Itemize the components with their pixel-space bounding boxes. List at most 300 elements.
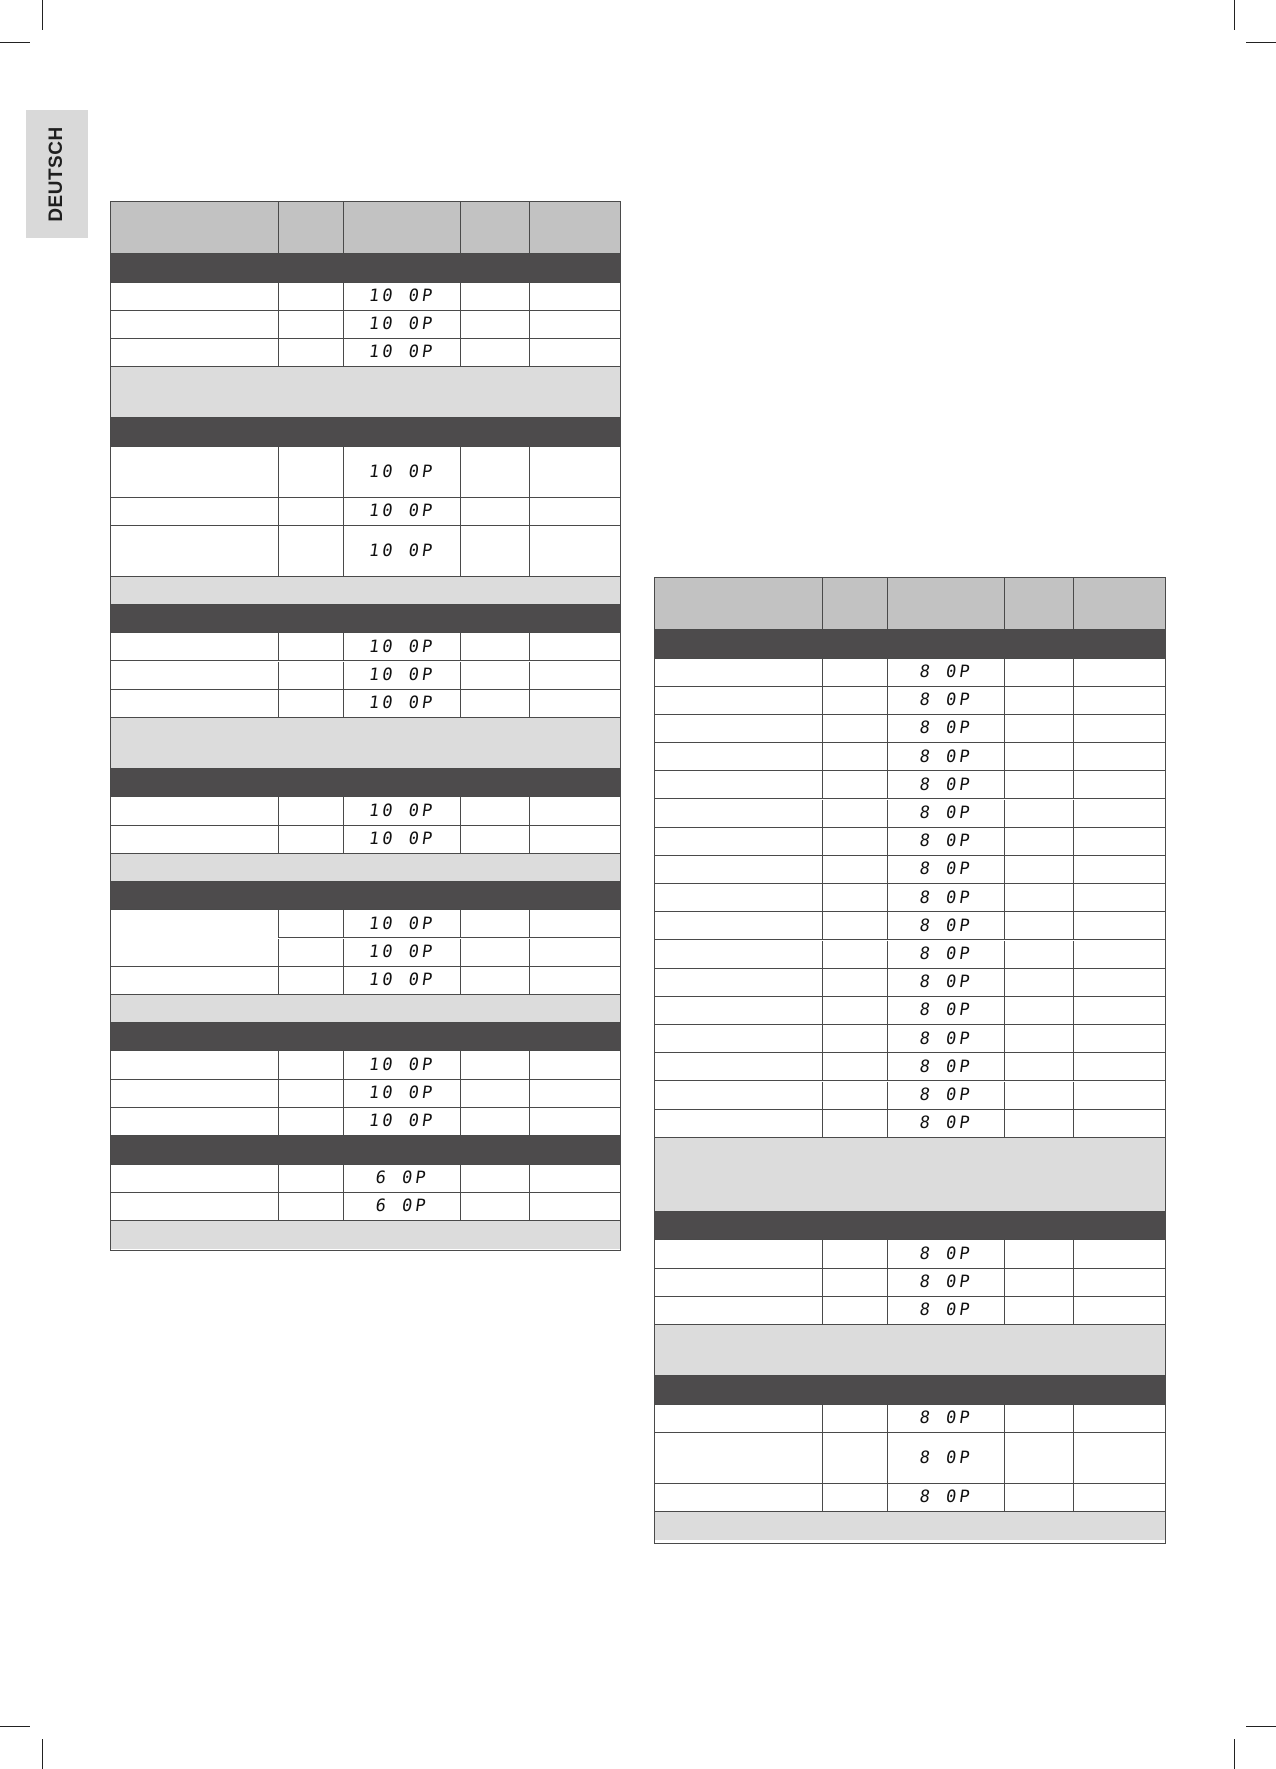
table-cell (1005, 1269, 1074, 1296)
table-cell (530, 526, 622, 576)
table-cell (823, 1484, 888, 1511)
crop-mark (1234, 0, 1235, 30)
display-readout: 8 0P (918, 1056, 974, 1077)
table-cell (1074, 969, 1167, 996)
table-cell (655, 1053, 823, 1080)
table-cell (279, 662, 344, 689)
table-cell (111, 202, 279, 253)
table-row (111, 826, 620, 854)
table-cell (1005, 941, 1074, 968)
table-cell (344, 526, 461, 576)
category-header-row (111, 605, 620, 634)
display-readout: 10 0P (367, 501, 437, 522)
table-cell (823, 997, 888, 1024)
table-cell (279, 339, 344, 366)
table-cell (279, 690, 344, 717)
table-row (111, 1108, 620, 1136)
table-cell (461, 1051, 530, 1078)
display-readout: 8 0P (918, 662, 974, 683)
table-cell (823, 969, 888, 996)
table-cell (1005, 1082, 1074, 1109)
category-header-row (655, 630, 1165, 659)
table-row (111, 910, 620, 938)
table-row (111, 1193, 620, 1221)
table-cell (344, 498, 461, 525)
display-readout: 8 0P (918, 1028, 974, 1049)
table-cell (461, 633, 530, 660)
table-cell (461, 967, 530, 994)
display-readout: 8 0P (918, 1243, 974, 1264)
table-cell (888, 1053, 1005, 1080)
table-row (655, 884, 1165, 912)
table-row (655, 912, 1165, 940)
table-cell (823, 1082, 888, 1109)
table-cell (823, 1433, 888, 1483)
table-cell (1074, 743, 1167, 770)
display-readout: 8 0P (918, 718, 974, 739)
table-cell (344, 633, 461, 660)
table-cell (1005, 687, 1074, 714)
table-cell (655, 828, 823, 855)
table-cell (111, 447, 279, 497)
program-table-right (654, 577, 1166, 1544)
table-cell (1005, 659, 1074, 686)
display-readout: 8 0P (918, 774, 974, 795)
table-cell (1074, 1405, 1167, 1432)
crop-mark (42, 1739, 43, 1769)
table-cell (823, 912, 888, 939)
table-cell (111, 967, 279, 994)
table-header-row (655, 578, 1165, 630)
table-cell (655, 856, 823, 883)
table-cell (1074, 1240, 1167, 1267)
table-cell (530, 339, 622, 366)
table-cell (655, 743, 823, 770)
table-cell (279, 1193, 344, 1220)
table-cell (111, 633, 279, 660)
table-cell (279, 826, 344, 853)
table-cell (1005, 828, 1074, 855)
table-row (655, 743, 1165, 771)
table-row (111, 447, 620, 498)
table-row (655, 800, 1165, 828)
table-cell (823, 743, 888, 770)
table-cell (655, 687, 823, 714)
table-cell (1005, 969, 1074, 996)
table-cell (888, 659, 1005, 686)
table-cell (1005, 1405, 1074, 1432)
table-cell (279, 202, 344, 253)
display-readout: 10 0P (367, 1083, 437, 1104)
table-cell (1005, 578, 1074, 629)
table-cell (1074, 884, 1167, 911)
table-cell (344, 797, 461, 824)
display-readout: 8 0P (918, 803, 974, 824)
table-cell (1074, 1082, 1167, 1109)
table-cell (530, 967, 622, 994)
table-cell (344, 1193, 461, 1220)
category-header-row (111, 254, 620, 283)
table-cell (461, 311, 530, 338)
display-readout: 8 0P (918, 1085, 974, 1106)
table-cell (823, 800, 888, 827)
table-cell (344, 202, 461, 253)
table-cell (344, 283, 461, 310)
table-cell (823, 856, 888, 883)
table-cell (111, 826, 279, 853)
table-cell (111, 1108, 279, 1135)
display-readout: 10 0P (367, 1111, 437, 1132)
display-readout: 10 0P (367, 942, 437, 963)
table-row (111, 1165, 620, 1193)
table-cell (655, 912, 823, 939)
display-readout: 10 0P (367, 540, 437, 561)
table-cell (1074, 828, 1167, 855)
category-header-row (111, 418, 620, 447)
table-cell (1005, 856, 1074, 883)
language-tab (26, 110, 88, 238)
table-cell (111, 662, 279, 689)
table-cell (461, 283, 530, 310)
table-cell (344, 826, 461, 853)
table-cell (1005, 771, 1074, 798)
table-cell (461, 202, 530, 253)
table-cell (279, 283, 344, 310)
table-cell (461, 662, 530, 689)
table-row (111, 526, 620, 577)
table-cell (279, 797, 344, 824)
category-header-row (655, 1212, 1165, 1241)
category-header-row (111, 882, 620, 911)
table-cell (461, 447, 530, 497)
table-cell (530, 283, 622, 310)
table-cell (1005, 1240, 1074, 1267)
table-cell (655, 1082, 823, 1109)
table-cell (530, 910, 622, 938)
display-readout: 10 0P (367, 342, 437, 363)
display-readout: 10 0P (367, 636, 437, 657)
table-cell (655, 771, 823, 798)
table-cell (823, 1110, 888, 1137)
table-cell (279, 910, 344, 938)
crop-mark (1246, 42, 1276, 43)
note-row (111, 854, 620, 882)
table-cell (461, 498, 530, 525)
table-cell (530, 797, 622, 824)
table-cell (530, 311, 622, 338)
table-row (111, 939, 620, 967)
table-cell (1005, 1484, 1074, 1511)
table-row (655, 1025, 1165, 1053)
table-cell (461, 339, 530, 366)
table-cell (888, 941, 1005, 968)
table-cell (823, 578, 888, 629)
display-readout: 10 0P (367, 286, 437, 307)
table-cell (111, 283, 279, 310)
display-readout: 8 0P (918, 915, 974, 936)
table-cell (655, 1484, 823, 1511)
program-table-left (110, 201, 621, 1251)
table-cell (1074, 856, 1167, 883)
table-row (111, 690, 620, 718)
display-readout: 8 0P (918, 859, 974, 880)
table-cell (111, 311, 279, 338)
display-readout: 10 0P (367, 693, 437, 714)
table-cell (655, 1269, 823, 1296)
table-cell (344, 1051, 461, 1078)
table-cell (279, 526, 344, 576)
table-cell (279, 1051, 344, 1078)
table-cell (461, 910, 530, 938)
table-cell (888, 800, 1005, 827)
table-cell (888, 856, 1005, 883)
display-readout: 6 0P (374, 1168, 430, 1189)
table-cell (111, 797, 279, 824)
table-cell (530, 447, 622, 497)
table-cell (888, 1433, 1005, 1483)
table-cell (823, 941, 888, 968)
crop-mark (1246, 1726, 1276, 1727)
table-cell (111, 1193, 279, 1220)
table-cell (1005, 1025, 1074, 1052)
table-cell (344, 339, 461, 366)
table-cell (888, 1405, 1005, 1432)
table-cell (1005, 1297, 1074, 1324)
table-cell (655, 1240, 823, 1267)
table-cell (344, 910, 461, 938)
display-readout: 8 0P (918, 1113, 974, 1134)
table-cell (1074, 1110, 1167, 1137)
table-row (111, 797, 620, 825)
table-cell (1005, 1433, 1074, 1483)
table-cell (1074, 1025, 1167, 1052)
table-cell (344, 967, 461, 994)
table-cell (888, 969, 1005, 996)
table-cell (888, 997, 1005, 1024)
table-cell (530, 1165, 622, 1192)
category-header-row (655, 1376, 1165, 1405)
table-cell (344, 1080, 461, 1107)
table-cell (279, 939, 344, 966)
table-cell (111, 939, 279, 966)
table-row (111, 283, 620, 311)
table-cell (1074, 1269, 1167, 1296)
table-cell (461, 1193, 530, 1220)
table-cell (279, 967, 344, 994)
table-cell (888, 771, 1005, 798)
table-cell (823, 715, 888, 742)
table-cell (823, 884, 888, 911)
table-cell (1074, 659, 1167, 686)
table-cell (655, 1433, 823, 1483)
note-row (111, 995, 620, 1023)
table-cell (344, 311, 461, 338)
table-cell (461, 1080, 530, 1107)
table-cell (279, 311, 344, 338)
display-readout: 8 0P (918, 887, 974, 908)
display-readout: 10 0P (367, 800, 437, 821)
table-row (655, 771, 1165, 799)
table-cell (1005, 997, 1074, 1024)
table-cell (111, 498, 279, 525)
table-cell (1005, 800, 1074, 827)
table-cell (461, 1165, 530, 1192)
table-cell (888, 1082, 1005, 1109)
table-row (111, 1080, 620, 1108)
display-readout: 8 0P (918, 746, 974, 767)
table-row (111, 633, 620, 661)
table-cell (655, 1110, 823, 1137)
table-cell (888, 1484, 1005, 1511)
table-cell (655, 578, 823, 629)
table-row (655, 1269, 1165, 1297)
table-cell (279, 633, 344, 660)
table-cell (823, 1405, 888, 1432)
table-cell (1005, 1053, 1074, 1080)
table-row (655, 1082, 1165, 1110)
table-cell (344, 1108, 461, 1135)
note-row (655, 1512, 1165, 1540)
table-cell (1074, 1053, 1167, 1080)
table-cell (111, 910, 279, 938)
display-readout: 6 0P (374, 1196, 430, 1217)
crop-mark (42, 0, 43, 30)
table-cell (530, 939, 622, 966)
note-row (111, 1221, 620, 1249)
table-cell (461, 526, 530, 576)
table-row (655, 1484, 1165, 1512)
display-readout: 8 0P (918, 1300, 974, 1321)
table-cell (655, 659, 823, 686)
table-cell (279, 1165, 344, 1192)
display-readout: 10 0P (367, 314, 437, 335)
table-cell (344, 662, 461, 689)
display-readout: 10 0P (367, 461, 437, 482)
table-cell (111, 1051, 279, 1078)
table-cell (461, 826, 530, 853)
table-row (655, 969, 1165, 997)
table-row (111, 967, 620, 995)
table-cell (888, 1269, 1005, 1296)
table-row (655, 715, 1165, 743)
table-cell (655, 997, 823, 1024)
note-row (111, 577, 620, 605)
table-cell (111, 1080, 279, 1107)
display-readout: 10 0P (367, 914, 437, 935)
table-cell (1074, 1484, 1167, 1511)
table-cell (530, 633, 622, 660)
table-cell (888, 743, 1005, 770)
table-cell (888, 1297, 1005, 1324)
table-header-row (111, 202, 620, 254)
table-cell (655, 969, 823, 996)
table-cell (888, 884, 1005, 911)
table-cell (1074, 912, 1167, 939)
table-cell (655, 941, 823, 968)
table-cell (655, 715, 823, 742)
table-row (111, 339, 620, 367)
table-cell (530, 498, 622, 525)
table-cell (1074, 771, 1167, 798)
table-row (111, 311, 620, 339)
table-cell (823, 687, 888, 714)
table-cell (888, 1110, 1005, 1137)
table-cell (461, 1108, 530, 1135)
table-cell (344, 447, 461, 497)
table-row (655, 1405, 1165, 1433)
display-readout: 8 0P (918, 1000, 974, 1021)
table-cell (461, 690, 530, 717)
table-cell (823, 828, 888, 855)
table-cell (530, 1051, 622, 1078)
table-cell (655, 1297, 823, 1324)
table-cell (530, 1080, 622, 1107)
table-cell (461, 797, 530, 824)
table-cell (1074, 578, 1167, 629)
table-cell (111, 690, 279, 717)
crop-mark (1234, 1739, 1235, 1769)
crop-mark (0, 1726, 30, 1727)
table-cell (530, 1108, 622, 1135)
table-cell (1074, 800, 1167, 827)
table-cell (1005, 884, 1074, 911)
note-row (655, 1325, 1165, 1376)
category-header-row (111, 1023, 620, 1052)
table-cell (1074, 715, 1167, 742)
table-cell (1005, 715, 1074, 742)
table-row (655, 828, 1165, 856)
display-readout: 8 0P (918, 1272, 974, 1293)
table-cell (655, 1025, 823, 1052)
table-row (655, 1297, 1165, 1325)
table-row (655, 1433, 1165, 1484)
table-cell (344, 1165, 461, 1192)
table-cell (1005, 912, 1074, 939)
table-cell (888, 912, 1005, 939)
note-row (111, 718, 620, 769)
display-readout: 8 0P (918, 972, 974, 993)
display-readout: 10 0P (367, 970, 437, 991)
display-readout: 10 0P (367, 665, 437, 686)
table-cell (823, 771, 888, 798)
table-row (655, 659, 1165, 687)
display-readout: 10 0P (367, 1054, 437, 1075)
display-readout: 8 0P (918, 1487, 974, 1508)
table-cell (888, 578, 1005, 629)
table-cell (279, 1108, 344, 1135)
table-cell (111, 339, 279, 366)
table-cell (888, 715, 1005, 742)
display-readout: 8 0P (918, 690, 974, 711)
display-readout: 10 0P (367, 829, 437, 850)
table-cell (344, 939, 461, 966)
table-row (655, 997, 1165, 1025)
crop-mark (0, 42, 30, 43)
table-cell (279, 498, 344, 525)
category-header-row (111, 769, 620, 798)
table-cell (279, 1080, 344, 1107)
table-cell (1074, 687, 1167, 714)
table-cell (823, 1269, 888, 1296)
table-row (111, 662, 620, 690)
table-cell (530, 1193, 622, 1220)
table-cell (655, 1405, 823, 1432)
table-cell (111, 1165, 279, 1192)
table-cell (344, 690, 461, 717)
table-cell (530, 202, 622, 253)
category-header-row (111, 1136, 620, 1165)
table-row (111, 1051, 620, 1079)
